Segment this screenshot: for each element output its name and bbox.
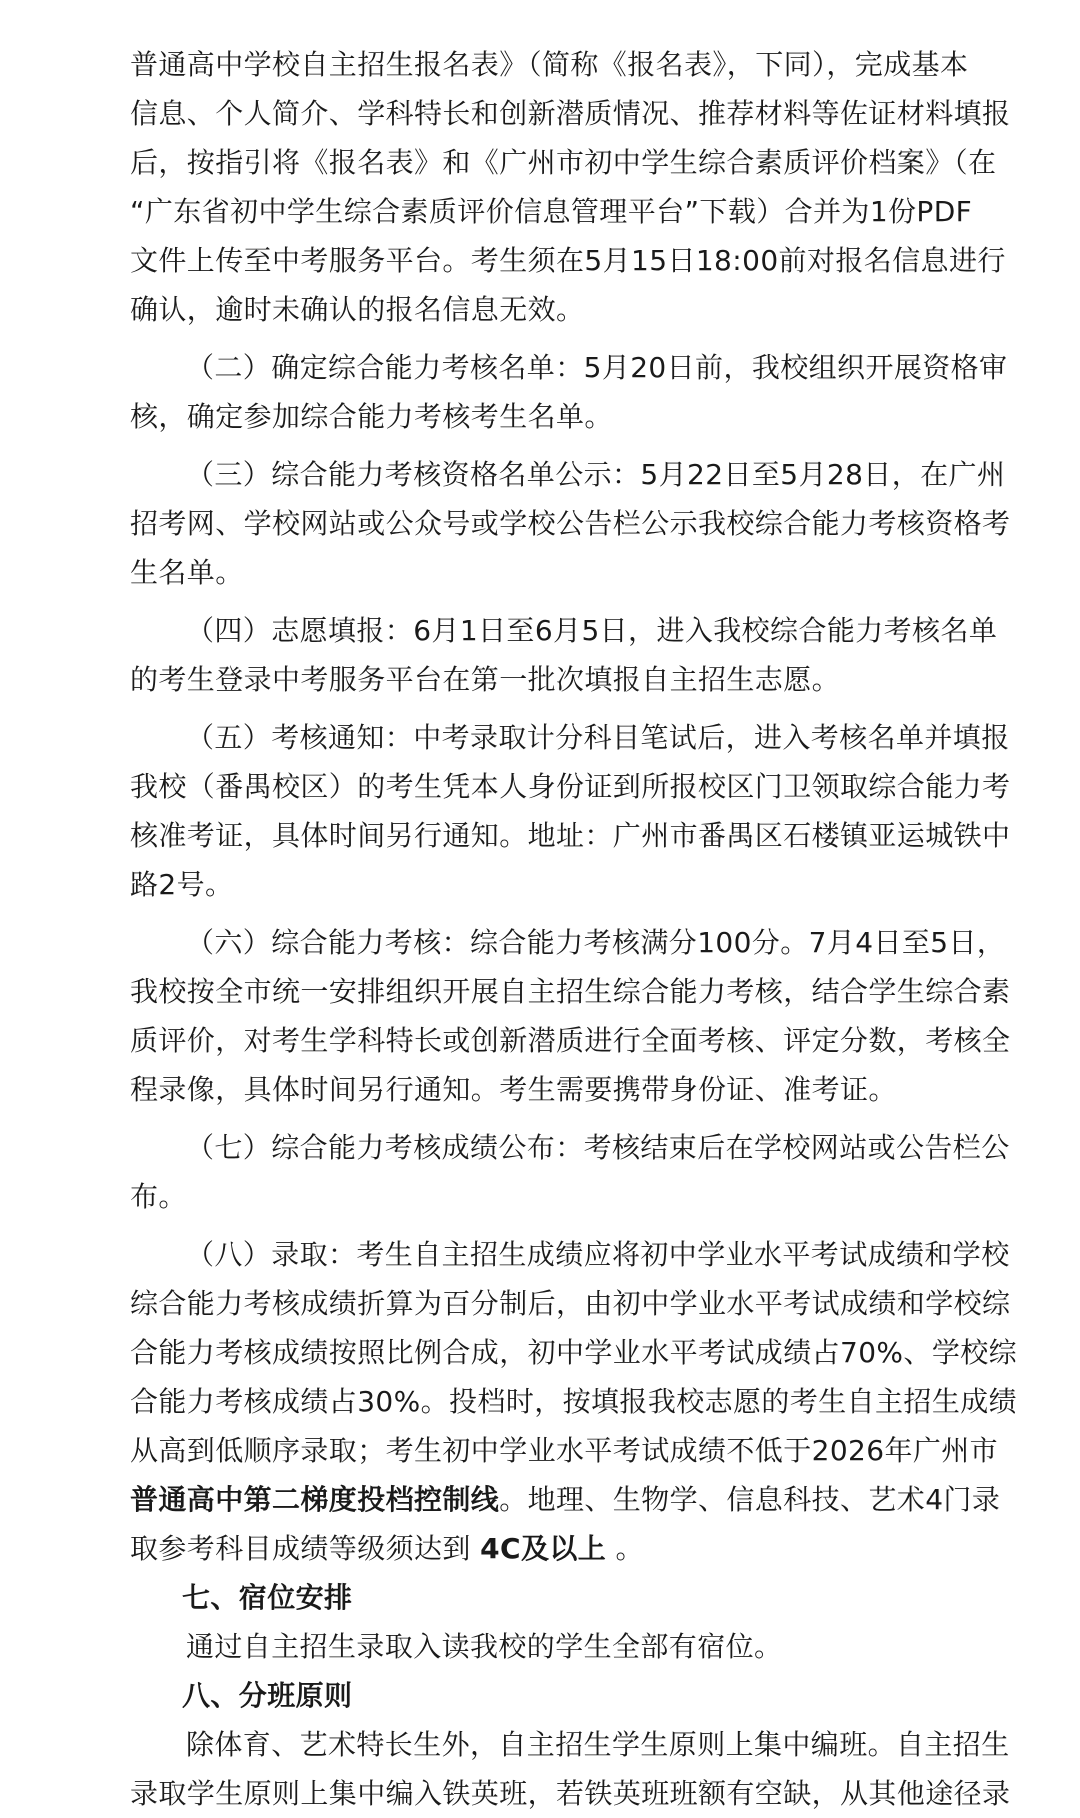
text-fragment: 取参考科目成绩等级须达到 (130, 1532, 481, 1565)
text-line: 除体育、艺术特长生外，自主招生学生原则上集中编班。自主招生 (186, 1728, 1010, 1761)
section-8-admission (130, 1230, 1018, 1573)
text-line: 质评价，对考生学科特长或创新潜质进行全面考核、评定分数，考核全 (130, 1024, 1011, 1057)
text-line: （二）确定综合能力考核名单：5月20日前，我校组织开展资格审 (186, 351, 1008, 384)
text-line: （五）考核通知：中考录取计分科目笔试后，进入考核名单并填报 (186, 721, 1010, 754)
text-line: 通过自主招生录取入读我校的学生全部有宿位。 (186, 1630, 783, 1663)
text-line: 的考生登录中考服务平台在第一批次填报自主招生志愿。 (130, 663, 841, 696)
section-heading: 八、分班原则 (182, 1679, 353, 1712)
paragraph-registration (130, 40, 1011, 334)
text-line: 核，确定参加综合能力考核考生名单。 (130, 400, 613, 433)
text-line: （七）综合能力考核成绩公布：考核结束后在学校网站或公告栏公 (186, 1131, 1010, 1164)
text-line: 合能力考核成绩按照比例合成，初中学业水平考试成绩占70%、学校综 (130, 1336, 1018, 1369)
text-line: 从高到低顺序录取；考生初中学业水平考试成绩不低于2026年广州市 (130, 1434, 999, 1467)
section-4-application (130, 606, 998, 704)
text-line: 生名单。 (130, 556, 244, 589)
section-2-list (130, 343, 1008, 441)
text-line: 录取学生原则上集中编入铁英班，若铁英班班额有空缺，从其他途径录 (130, 1777, 1011, 1810)
text-line: 核准考证，具体时间另行通知。地址：广州市番禺区石楼镇亚运城铁中 (130, 819, 1011, 852)
text-line: 文件上传至中考服务平台。考生须在5月15日18:00前对报名信息进行 (130, 244, 1006, 277)
bold-phrase-control-line: 普通高中第二梯度投档控制线 (130, 1483, 500, 1516)
text-line (130, 1475, 1001, 1524)
text-line: “广东省初中学生综合素质评价信息管理平台”下载）合并为1份PDF (130, 195, 973, 228)
text-fragment: 。地理、生物学、信息科技、艺术4门录 (499, 1483, 1001, 1516)
text-line: 程录像，具体时间另行通知。考生需要携带身份证、准考证。 (130, 1073, 897, 1106)
heading-7-dormitory (130, 1573, 970, 1671)
text-line: 我校按全市统一安排组织开展自主招生综合能力考核，结合学生综合素 (130, 975, 1011, 1008)
text-line: 综合能力考核成绩折算为百分制后，由初中学业水平考试成绩和学校综 (130, 1287, 1011, 1320)
section-5-notice (130, 713, 1011, 909)
text-line: 后，按指引将《报名表》和《广州市初中学生综合素质评价档案》（在 (130, 146, 997, 179)
text-line: 布。 (130, 1180, 187, 1213)
section-7-results (130, 1123, 1010, 1221)
text-line: 信息、个人简介、学科特长和创新潜质情况、推荐材料等佐证材料填报 (130, 97, 1011, 130)
text-line: （八）录取：考生自主招生成绩应将初中学业水平考试成绩和学校 (186, 1238, 1010, 1271)
heading-8-class-division (130, 1671, 1011, 1818)
text-line: 合能力考核成绩占30%。投档时，按填报我校志愿的考生自主招生成绩 (130, 1385, 1018, 1418)
section-heading: 七、宿位安排 (182, 1581, 353, 1614)
bold-phrase-grade: 4C及以上 (480, 1532, 607, 1565)
text-line: 普通高中学校自主招生报名表》（简称《报名表》，下同），完成基本 (130, 48, 969, 81)
text-line: （六）综合能力考核：综合能力考核满分100分。7月4日至5日， (186, 926, 1006, 959)
text-line: （三）综合能力考核资格名单公示：5月22日至5月28日，在广州 (186, 458, 1006, 491)
text-line: 招考网、学校网站或公众号或学校公告栏公示我校综合能力考核资格考 (130, 507, 1011, 540)
text-line: 路2号。 (130, 868, 234, 901)
text-line: （四）志愿填报：6月1日至6月5日，进入我校综合能力考核名单 (186, 614, 998, 647)
text-line (130, 1524, 970, 1573)
section-3-publicity (130, 450, 1011, 597)
document-page (130, 40, 1018, 1818)
section-6-assessment (130, 918, 1011, 1114)
text-line: 确认，逾时未确认的报名信息无效。 (130, 293, 585, 326)
text-line: 我校（番禺校区）的考生凭本人身份证到所报校区门卫领取综合能力考 (130, 770, 1011, 803)
text-fragment: 。 (606, 1532, 644, 1565)
